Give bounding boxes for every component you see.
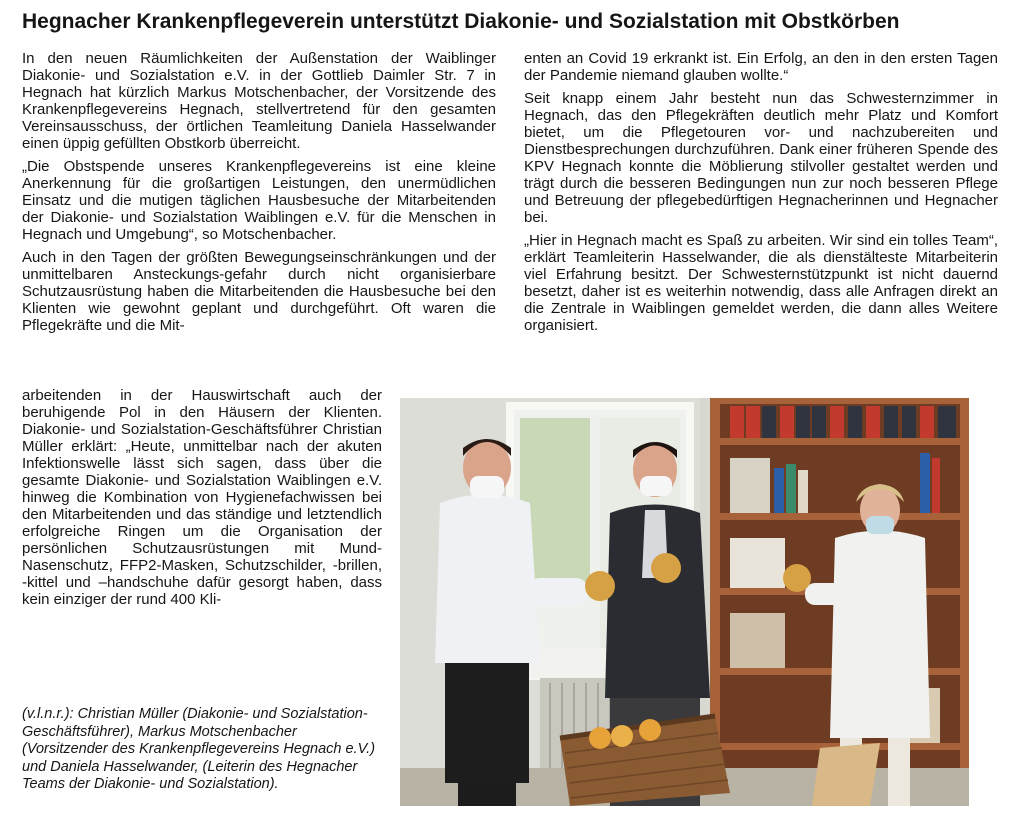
paragraph: enten an Covid 19 erkrankt ist. Ein Erfolg, an den in den ersten Tagen der Pandemie niemand glauben wollte.“ — [524, 50, 998, 84]
left-column — [22, 50, 496, 340]
paragraph: „Die Obstspende unseres Krankenpflegevereins ist eine kleine Anerkennung für die großartigen Leistungen, den unermüdlichen Einsatz und die mutigen täglichen Hausbesuche der Mitarbeitenden der Diakonie- und Sozialstation Waiblingen e.V. für die Menschen in Hegnach und Umgebung“, so Motschenbacher. — [22, 158, 496, 243]
photo-caption: (v.l.n.r.): Christian Müller (Diakonie- und Sozialstation-Geschäftsführer), Markus Motschenbacher (Vorsitzender des Krankenpflegevereins Hegnach e.V.) und Daniela Hasselwander, (Leiterin des Hegnacher Teams der Diakonie- und Sozialstation). — [22, 706, 376, 792]
paragraph: In den neuen Räumlichkeiten der Außenstation der Waiblinger Diakonie- und Sozialstation e.V. in der Gottlieb Daimler Str. 7 in Hegnach hat kürzlich Markus Motschenbacher, der Vorsitzende des Krankenpflegevereins Hegnach, stellvertretend für den gesamten Vereinsausschuss, der örtlichen Teamleitung Daniela Hasselwander einen üppig gefüllten Obstkorb überreicht. — [22, 50, 496, 152]
group-photo — [400, 398, 969, 806]
article-headline: Hegnacher Krankenpflegeverein unterstützt Diakonie- und Sozialstation mit Obstkörben — [22, 10, 900, 33]
paragraph: „Hier in Hegnach macht es Spaß zu arbeiten. Wir sind ein tolles Team“, erklärt Teamleiterin Hasselwander, die als dienstälteste Mitarbeiterin viel Erfahrung besitzt. Der Schwesternstützpunkt ist nicht dauernd besetzt, daher ist es weiterhin notwendig, dass alle Anfragen direkt an die Zentrale in Waiblingen gemeldet werden, die dann alles Weitere organisiert. — [524, 232, 998, 334]
paragraph: Auch in den Tagen der größten Bewegungseinschränkungen und der unmittelbaren Ansteckungs-gefahr durch nicht organisierbare Schutzausrüstung haben die Mitarbeitenden die Hausbesuche bei den Klienten wie gewohnt geplant und durchgeführt. Oft waren die Pflegekräfte und die Mit- — [22, 249, 496, 334]
right-column — [524, 50, 998, 340]
left-column-continued: arbeitenden in der Hauswirtschaft auch der beruhigende Pol in den Häusern der Klienten. Diakonie- und Sozialstation-Geschäftsführer Christian Müller erklärt: „Heute, unmittelbar nach der akuten Infektionswelle lässt sich sagen, dass über die gesamte Diakonie- und Sozialstation Waiblingen e.V. hinweg die Kombination von Hygienefachwissen bei den Mitarbeitenden und das ständige und letztendlich erfolgreiche Ringen um die Organisation der persönlichen Schutzausrüstungen mit Mund-Nasenschutz, FFP2-Masken, Schutzschilder, -brillen, -kittel und –handschuhe dafür gesorgt haben, dass kein einziger der rund 400 Kli- — [22, 387, 382, 608]
paragraph: Seit knapp einem Jahr besteht nun das Schwesternzimmer in Hegnach, das den Pflegekräften deutlich mehr Platz und Komfort bietet, um die Pflegetouren vor- und nachzubereiten und Dienstbesprechungen durchzuführen. Dank einer früheren Spende des KPV Hegnach konnte die Möblierung stilvoller gestaltet werden und trägt durch die besseren Bedingungen nun zur noch besseren Pflege und Betreuung der pflegebedürftigen Hegnacherinnen und Hegnacher bei. — [524, 90, 998, 226]
